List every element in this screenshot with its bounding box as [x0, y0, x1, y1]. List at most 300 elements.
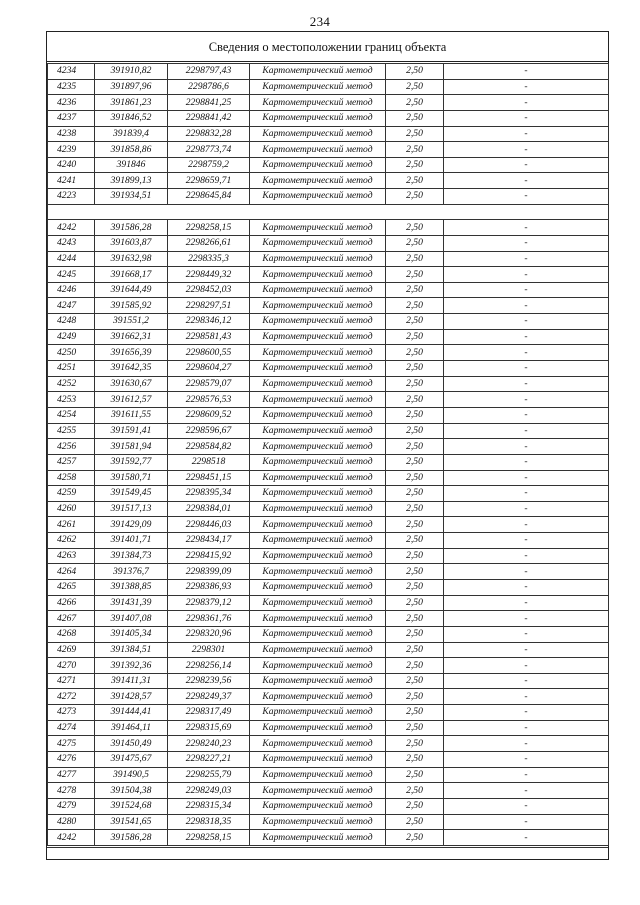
accuracy-cell: 2,50 — [386, 361, 444, 377]
description-cell: - — [444, 517, 609, 533]
accuracy-cell: 2,50 — [386, 564, 444, 580]
point-number-cell: 4277 — [48, 767, 95, 783]
x-coordinate-cell: 391384,51 — [95, 642, 168, 658]
accuracy-cell: 2,50 — [386, 720, 444, 736]
point-number-cell: 4236 — [48, 95, 95, 111]
description-cell: - — [444, 595, 609, 611]
x-coordinate-cell: 391846 — [95, 157, 168, 173]
y-coordinate-cell: 2298449,32 — [168, 267, 250, 283]
point-number-cell: 4243 — [48, 235, 95, 251]
x-coordinate-cell: 391603,87 — [95, 235, 168, 251]
accuracy-cell: 2,50 — [386, 298, 444, 314]
description-cell: - — [444, 189, 609, 205]
accuracy-cell: 2,50 — [386, 126, 444, 142]
y-coordinate-cell: 2298759,2 — [168, 157, 250, 173]
table-row — [48, 611, 609, 627]
point-number-cell: 4249 — [48, 329, 95, 345]
table-row — [48, 595, 609, 611]
point-number-cell: 4241 — [48, 173, 95, 189]
y-coordinate-cell: 2298258,15 — [168, 830, 250, 846]
method-cell: Картометрический метод — [250, 439, 386, 455]
accuracy-cell: 2,50 — [386, 79, 444, 95]
table-row — [48, 736, 609, 752]
accuracy-cell: 2,50 — [386, 595, 444, 611]
accuracy-cell: 2,50 — [386, 486, 444, 502]
description-cell: - — [444, 830, 609, 846]
table-row — [48, 345, 609, 361]
method-cell: Картометрический метод — [250, 235, 386, 251]
description-cell: - — [444, 142, 609, 158]
table-row — [48, 798, 609, 814]
y-coordinate-cell: 2298609,52 — [168, 407, 250, 423]
point-number-cell: 4245 — [48, 267, 95, 283]
y-coordinate-cell: 2298335,3 — [168, 251, 250, 267]
accuracy-cell: 2,50 — [386, 95, 444, 111]
method-cell: Картометрический метод — [250, 658, 386, 674]
accuracy-cell: 2,50 — [386, 376, 444, 392]
x-coordinate-cell: 391504,38 — [95, 783, 168, 799]
description-cell: - — [444, 95, 609, 111]
x-coordinate-cell: 391630,67 — [95, 376, 168, 392]
table-row — [48, 220, 609, 236]
table-row — [48, 110, 609, 126]
x-coordinate-cell: 391656,39 — [95, 345, 168, 361]
method-cell: Картометрический метод — [250, 736, 386, 752]
point-number-cell: 4271 — [48, 673, 95, 689]
method-cell: Картометрический метод — [250, 752, 386, 768]
x-coordinate-cell: 391585,92 — [95, 298, 168, 314]
y-coordinate-cell: 2298518 — [168, 454, 250, 470]
y-coordinate-cell: 2298434,17 — [168, 533, 250, 549]
table-row — [48, 517, 609, 533]
x-coordinate-cell: 391392,36 — [95, 658, 168, 674]
y-coordinate-cell: 2298581,43 — [168, 329, 250, 345]
table-row — [48, 564, 609, 580]
table-row — [48, 783, 609, 799]
description-cell: - — [444, 157, 609, 173]
description-cell: - — [444, 267, 609, 283]
table-row — [48, 267, 609, 283]
y-coordinate-cell: 2298384,01 — [168, 501, 250, 517]
accuracy-cell: 2,50 — [386, 783, 444, 799]
method-cell: Картометрический метод — [250, 376, 386, 392]
accuracy-cell: 2,50 — [386, 64, 444, 80]
x-coordinate-cell: 391910,82 — [95, 64, 168, 80]
accuracy-cell: 2,50 — [386, 626, 444, 642]
description-cell: - — [444, 533, 609, 549]
x-coordinate-cell: 391858,86 — [95, 142, 168, 158]
method-cell: Картометрический метод — [250, 454, 386, 470]
x-coordinate-cell: 391899,13 — [95, 173, 168, 189]
table-row — [48, 705, 609, 721]
method-cell: Картометрический метод — [250, 830, 386, 846]
table-row — [48, 392, 609, 408]
method-cell: Картометрический метод — [250, 705, 386, 721]
y-coordinate-cell: 2298773,74 — [168, 142, 250, 158]
x-coordinate-cell: 391444,41 — [95, 705, 168, 721]
method-cell: Картометрический метод — [250, 251, 386, 267]
x-coordinate-cell: 391490,5 — [95, 767, 168, 783]
y-coordinate-cell: 2298452,03 — [168, 282, 250, 298]
coordinates-table-body — [48, 64, 609, 846]
table-row — [48, 142, 609, 158]
point-number-cell: 4276 — [48, 752, 95, 768]
table-row — [48, 298, 609, 314]
point-number-cell: 4240 — [48, 157, 95, 173]
point-number-cell: 4264 — [48, 564, 95, 580]
point-number-cell: 4239 — [48, 142, 95, 158]
point-number-cell: 4251 — [48, 361, 95, 377]
accuracy-cell: 2,50 — [386, 673, 444, 689]
point-number-cell: 4248 — [48, 314, 95, 330]
y-coordinate-cell: 2298604,27 — [168, 361, 250, 377]
table-row — [48, 814, 609, 830]
y-coordinate-cell: 2298579,07 — [168, 376, 250, 392]
method-cell: Картометрический метод — [250, 126, 386, 142]
y-coordinate-cell: 2298399,09 — [168, 564, 250, 580]
point-number-cell: 4223 — [48, 189, 95, 205]
method-cell: Картометрический метод — [250, 110, 386, 126]
y-coordinate-cell: 2298841,25 — [168, 95, 250, 111]
method-cell: Картометрический метод — [250, 361, 386, 377]
y-coordinate-cell: 2298415,92 — [168, 548, 250, 564]
point-number-cell: 4250 — [48, 345, 95, 361]
point-number-cell: 4244 — [48, 251, 95, 267]
y-coordinate-cell: 2298315,69 — [168, 720, 250, 736]
x-coordinate-cell: 391524,68 — [95, 798, 168, 814]
description-cell: - — [444, 720, 609, 736]
accuracy-cell: 2,50 — [386, 501, 444, 517]
table-row — [48, 79, 609, 95]
x-coordinate-cell: 391668,17 — [95, 267, 168, 283]
table-row — [48, 423, 609, 439]
table-footer-strip — [47, 847, 608, 859]
description-cell: - — [444, 110, 609, 126]
y-coordinate-cell: 2298315,34 — [168, 798, 250, 814]
description-cell: - — [444, 298, 609, 314]
x-coordinate-cell: 391897,96 — [95, 79, 168, 95]
method-cell: Картометрический метод — [250, 282, 386, 298]
point-number-cell: 4247 — [48, 298, 95, 314]
accuracy-cell: 2,50 — [386, 157, 444, 173]
method-cell: Картометрический метод — [250, 611, 386, 627]
x-coordinate-cell: 391551,2 — [95, 314, 168, 330]
accuracy-cell: 2,50 — [386, 548, 444, 564]
point-number-cell: 4254 — [48, 407, 95, 423]
x-coordinate-cell: 391384,73 — [95, 548, 168, 564]
accuracy-cell: 2,50 — [386, 423, 444, 439]
method-cell: Картометрический метод — [250, 642, 386, 658]
coordinates-table — [47, 63, 609, 846]
accuracy-cell: 2,50 — [386, 689, 444, 705]
x-coordinate-cell: 391839,4 — [95, 126, 168, 142]
description-cell: - — [444, 752, 609, 768]
accuracy-cell: 2,50 — [386, 329, 444, 345]
accuracy-cell: 2,50 — [386, 110, 444, 126]
table-row — [48, 626, 609, 642]
y-coordinate-cell: 2298797,43 — [168, 64, 250, 80]
y-coordinate-cell: 2298249,03 — [168, 783, 250, 799]
method-cell: Картометрический метод — [250, 314, 386, 330]
accuracy-cell: 2,50 — [386, 251, 444, 267]
description-cell: - — [444, 220, 609, 236]
x-coordinate-cell: 391644,49 — [95, 282, 168, 298]
y-coordinate-cell: 2298832,28 — [168, 126, 250, 142]
description-cell: - — [444, 642, 609, 658]
x-coordinate-cell: 391401,71 — [95, 533, 168, 549]
method-cell: Картометрический метод — [250, 767, 386, 783]
point-number-cell: 4255 — [48, 423, 95, 439]
y-coordinate-cell: 2298600,55 — [168, 345, 250, 361]
method-cell: Картометрический метод — [250, 673, 386, 689]
point-number-cell: 4273 — [48, 705, 95, 721]
x-coordinate-cell: 391580,71 — [95, 470, 168, 486]
point-number-cell: 4275 — [48, 736, 95, 752]
method-cell: Картометрический метод — [250, 157, 386, 173]
y-coordinate-cell: 2298239,56 — [168, 673, 250, 689]
description-cell: - — [444, 345, 609, 361]
table-row — [48, 830, 609, 846]
table-row — [48, 720, 609, 736]
description-cell: - — [444, 64, 609, 80]
y-coordinate-cell: 2298786,6 — [168, 79, 250, 95]
accuracy-cell: 2,50 — [386, 345, 444, 361]
point-number-cell: 4269 — [48, 642, 95, 658]
method-cell: Картометрический метод — [250, 517, 386, 533]
y-coordinate-cell: 2298645,84 — [168, 189, 250, 205]
accuracy-cell: 2,50 — [386, 517, 444, 533]
method-cell: Картометрический метод — [250, 689, 386, 705]
accuracy-cell: 2,50 — [386, 235, 444, 251]
point-number-cell: 4261 — [48, 517, 95, 533]
y-coordinate-cell: 2298596,67 — [168, 423, 250, 439]
description-cell: - — [444, 376, 609, 392]
x-coordinate-cell: 391612,57 — [95, 392, 168, 408]
method-cell: Картометрический метод — [250, 564, 386, 580]
table-row — [48, 767, 609, 783]
method-cell: Картометрический метод — [250, 720, 386, 736]
point-number-cell: 4259 — [48, 486, 95, 502]
method-cell: Картометрический метод — [250, 142, 386, 158]
x-coordinate-cell: 391581,94 — [95, 439, 168, 455]
y-coordinate-cell: 2298297,51 — [168, 298, 250, 314]
table-row — [48, 189, 609, 205]
description-cell: - — [444, 611, 609, 627]
table-row — [48, 64, 609, 80]
description-cell: - — [444, 673, 609, 689]
accuracy-cell: 2,50 — [386, 830, 444, 846]
y-coordinate-cell: 2298320,96 — [168, 626, 250, 642]
description-cell: - — [444, 392, 609, 408]
description-cell: - — [444, 314, 609, 330]
x-coordinate-cell: 391586,28 — [95, 830, 168, 846]
accuracy-cell: 2,50 — [386, 454, 444, 470]
page-number: 234 — [309, 14, 331, 29]
accuracy-cell: 2,50 — [386, 752, 444, 768]
point-number-cell: 4242 — [48, 830, 95, 846]
method-cell: Картометрический метод — [250, 548, 386, 564]
accuracy-cell: 2,50 — [386, 611, 444, 627]
accuracy-cell: 2,50 — [386, 392, 444, 408]
y-coordinate-cell: 2298256,14 — [168, 658, 250, 674]
accuracy-cell: 2,50 — [386, 439, 444, 455]
accuracy-cell: 2,50 — [386, 580, 444, 596]
y-coordinate-cell: 2298301 — [168, 642, 250, 658]
description-cell: - — [444, 705, 609, 721]
table-row — [48, 752, 609, 768]
x-coordinate-cell: 391934,51 — [95, 189, 168, 205]
x-coordinate-cell: 391429,09 — [95, 517, 168, 533]
accuracy-cell: 2,50 — [386, 142, 444, 158]
y-coordinate-cell: 2298659,71 — [168, 173, 250, 189]
table-row — [48, 376, 609, 392]
method-cell: Картометрический метод — [250, 392, 386, 408]
method-cell: Картометрический метод — [250, 220, 386, 236]
x-coordinate-cell: 391846,52 — [95, 110, 168, 126]
method-cell: Картометрический метод — [250, 267, 386, 283]
description-cell: - — [444, 173, 609, 189]
description-cell: - — [444, 658, 609, 674]
x-coordinate-cell: 391642,35 — [95, 361, 168, 377]
accuracy-cell: 2,50 — [386, 173, 444, 189]
point-number-cell: 4253 — [48, 392, 95, 408]
table-row — [48, 486, 609, 502]
point-number-cell: 4257 — [48, 454, 95, 470]
x-coordinate-cell: 391662,31 — [95, 329, 168, 345]
description-cell: - — [444, 79, 609, 95]
table-row — [48, 95, 609, 111]
table-row — [48, 329, 609, 345]
y-coordinate-cell: 2298266,61 — [168, 235, 250, 251]
y-coordinate-cell: 2298361,76 — [168, 611, 250, 627]
accuracy-cell: 2,50 — [386, 767, 444, 783]
method-cell: Картометрический метод — [250, 173, 386, 189]
point-number-cell: 4238 — [48, 126, 95, 142]
table-row — [48, 642, 609, 658]
table-row — [48, 470, 609, 486]
table-row — [48, 548, 609, 564]
y-coordinate-cell: 2298249,37 — [168, 689, 250, 705]
description-cell: - — [444, 783, 609, 799]
table-row — [48, 689, 609, 705]
y-coordinate-cell: 2298346,12 — [168, 314, 250, 330]
point-number-cell: 4260 — [48, 501, 95, 517]
method-cell: Картометрический метод — [250, 486, 386, 502]
table-row — [48, 439, 609, 455]
description-cell: - — [444, 439, 609, 455]
accuracy-cell: 2,50 — [386, 658, 444, 674]
description-cell: - — [444, 548, 609, 564]
x-coordinate-cell: 391431,39 — [95, 595, 168, 611]
point-number-cell: 4246 — [48, 282, 95, 298]
y-coordinate-cell: 2298240,23 — [168, 736, 250, 752]
point-number-cell: 4258 — [48, 470, 95, 486]
description-cell: - — [444, 767, 609, 783]
accuracy-cell: 2,50 — [386, 814, 444, 830]
table-row — [48, 407, 609, 423]
table-row — [48, 235, 609, 251]
description-cell: - — [444, 470, 609, 486]
point-number-cell: 4262 — [48, 533, 95, 549]
description-cell: - — [444, 486, 609, 502]
y-coordinate-cell: 2298318,35 — [168, 814, 250, 830]
x-coordinate-cell: 391388,85 — [95, 580, 168, 596]
method-cell: Картометрический метод — [250, 470, 386, 486]
description-cell: - — [444, 407, 609, 423]
table-row — [48, 251, 609, 267]
x-coordinate-cell: 391464,11 — [95, 720, 168, 736]
point-number-cell: 4272 — [48, 689, 95, 705]
description-cell: - — [444, 689, 609, 705]
y-coordinate-cell: 2298255,79 — [168, 767, 250, 783]
point-number-cell: 4235 — [48, 79, 95, 95]
accuracy-cell: 2,50 — [386, 642, 444, 658]
x-coordinate-cell: 391861,23 — [95, 95, 168, 111]
y-coordinate-cell: 2298386,93 — [168, 580, 250, 596]
description-cell: - — [444, 361, 609, 377]
x-coordinate-cell: 391376,7 — [95, 564, 168, 580]
table-separator-row — [48, 204, 609, 220]
y-coordinate-cell: 2298258,15 — [168, 220, 250, 236]
accuracy-cell: 2,50 — [386, 705, 444, 721]
method-cell: Картометрический метод — [250, 407, 386, 423]
separator-cell — [48, 204, 609, 220]
x-coordinate-cell: 391517,13 — [95, 501, 168, 517]
method-cell: Картометрический метод — [250, 814, 386, 830]
method-cell: Картометрический метод — [250, 580, 386, 596]
accuracy-cell: 2,50 — [386, 314, 444, 330]
point-number-cell: 4237 — [48, 110, 95, 126]
table-row — [48, 658, 609, 674]
point-number-cell: 4252 — [48, 376, 95, 392]
table-row — [48, 533, 609, 549]
x-coordinate-cell: 391407,08 — [95, 611, 168, 627]
method-cell: Картометрический метод — [250, 329, 386, 345]
table-row — [48, 361, 609, 377]
y-coordinate-cell: 2298451,15 — [168, 470, 250, 486]
description-cell: - — [444, 329, 609, 345]
y-coordinate-cell: 2298576,53 — [168, 392, 250, 408]
x-coordinate-cell: 391549,45 — [95, 486, 168, 502]
description-cell: - — [444, 564, 609, 580]
method-cell: Картометрический метод — [250, 783, 386, 799]
accuracy-cell: 2,50 — [386, 189, 444, 205]
point-number-cell: 4265 — [48, 580, 95, 596]
method-cell: Картометрический метод — [250, 79, 386, 95]
x-coordinate-cell: 391632,98 — [95, 251, 168, 267]
point-number-cell: 4256 — [48, 439, 95, 455]
y-coordinate-cell: 2298379,12 — [168, 595, 250, 611]
x-coordinate-cell: 391411,31 — [95, 673, 168, 689]
description-cell: - — [444, 736, 609, 752]
y-coordinate-cell: 2298317,49 — [168, 705, 250, 721]
point-number-cell: 4280 — [48, 814, 95, 830]
method-cell: Картометрический метод — [250, 533, 386, 549]
table-row — [48, 501, 609, 517]
y-coordinate-cell: 2298584,82 — [168, 439, 250, 455]
method-cell: Картометрический метод — [250, 423, 386, 439]
table-row — [48, 282, 609, 298]
accuracy-cell: 2,50 — [386, 407, 444, 423]
accuracy-cell: 2,50 — [386, 267, 444, 283]
method-cell: Картометрический метод — [250, 595, 386, 611]
description-cell: - — [444, 814, 609, 830]
x-coordinate-cell: 391450,49 — [95, 736, 168, 752]
description-cell: - — [444, 798, 609, 814]
accuracy-cell: 2,50 — [386, 220, 444, 236]
x-coordinate-cell: 391592,77 — [95, 454, 168, 470]
table-row — [48, 126, 609, 142]
